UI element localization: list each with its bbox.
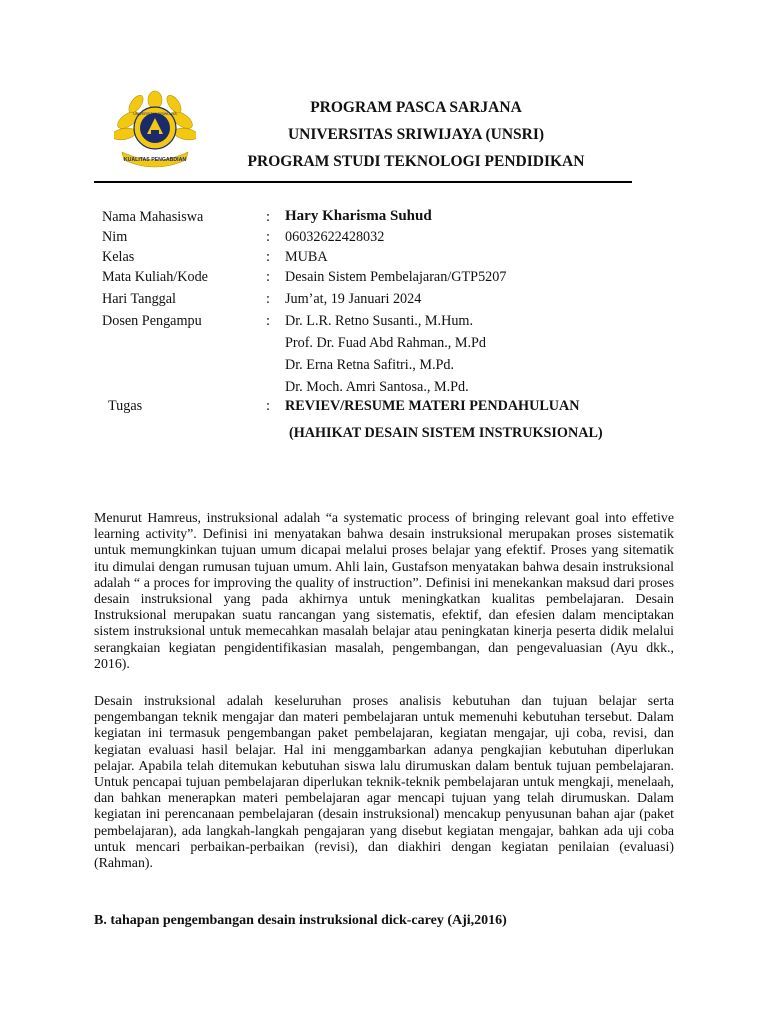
- label-nama: Nama Mahasiswa: [102, 209, 204, 225]
- header-study-program: PROGRAM STUDI TEKNOLOGI PENDIDIKAN: [247, 153, 585, 170]
- colon: :: [266, 249, 270, 265]
- value-dosen-2: Prof. Dr. Fuad Abd Rahman., M.Pd: [285, 335, 486, 351]
- colon: :: [266, 313, 270, 329]
- value-tugas-2: (HAHIKAT DESAIN SISTEM INSTRUKSIONAL): [289, 425, 603, 441]
- value-tugas-1: REVIEV/RESUME MATERI PENDAHULUAN: [285, 398, 580, 414]
- section-heading-b: B. tahapan pengembangan desain instruksional dick-carey (Aji,2016): [94, 913, 507, 928]
- university-logo: [114, 90, 196, 170]
- paragraph-2: Desain instruksional adalah keseluruhan proses analisis kebutuhan dan tujuan belajar serta pengembangan teknik mengajar dan materi pembelajaran untuk memenuhi kebutuhan tersebut. Dalam kegiatan ini termasuk pengembangan paket pembelajaran, kegiatan mengajar, uji coba, revisi, dan kegiatan evaluasi hasil belajar. Hal ini menggambarkan adanya pengkajian kebutuhan diperlukan pelajar. Apabila telah ditemukan kebutuhan siswa lalu dirumuskan dalam bentuk tujuan pembelajaran. Untuk pencapai tujuan pembelajaran diperlukan teknik-teknik pembelajaran untuk mengkaji, menelaah, dan bahkan menerapkan materi pembelajaran agar mencapi tujuan yang telah dirumuskan. Dalam kegiatan ini perencanaan pembelajaran (desain instruksional) mencakup penyusunan bahan ajar (paket pembelajaran), ada langkah-langkah pengajaran yang disebut kegiatan mengajar, bahkan ada uji coba untuk mencari perbaikan-perbaikan (revisi), dan diakhiri dengan kegiatan penilaian (evaluasi) (Rahman).: [94, 694, 674, 872]
- label-kelas: Kelas: [102, 249, 135, 265]
- label-mata-kuliah: Mata Kuliah/Kode: [102, 269, 208, 285]
- value-hari-tanggal: Jum’at, 19 Januari 2024: [285, 291, 422, 307]
- paragraph-1: Menurut Hamreus, instruksional adalah “a systematic process of bringing relevant goal into effetive learning activity”. Definisi ini menyatakan bahwa desain instruksional merupakan proses sistematik untuk memungkinkan tujuan umum dicapai melalui proses belajar yang efektif. Proses yang sitematik itu dimulai dengan rumusan tujuan umum. Ahli lain, Gustafson menyatakan bahwa desain instruksional adalah “ a proces for improving the quality of instruction”. Definisi ini menekankan maksud dari proses desain instruksional yang pada akhirnya untuk meningkatkan kualitas pembelajaran. Desain Instruksional merupakan suatu rancangan yang sistematis, efektif, dan efesien dalam menciptakan sistem instruksional untuk memecahkan masalah belajar atau peningkatan kinerja peserta didik melalui serangkaian kegiatan pengidentifikasian masalah, pengembangan, dan pengevaluasian (Ayu dkk., 2016).: [94, 511, 674, 672]
- colon: :: [266, 398, 270, 414]
- value-nim: 06032622428032: [285, 229, 385, 245]
- header-university: UNIVERSITAS SRIWIJAYA (UNSRI): [287, 126, 545, 143]
- label-tugas: Tugas: [108, 398, 143, 414]
- colon: :: [266, 209, 270, 225]
- label-dosen: Dosen Pengampu: [102, 313, 202, 329]
- value-dosen-3: Dr. Erna Retna Safitri., M.Pd.: [285, 357, 455, 373]
- logo-motto: KUALITAS PENGABDIAN: [123, 157, 187, 163]
- colon: :: [266, 291, 270, 307]
- header-divider: [94, 181, 632, 183]
- value-mata-kuliah: Desain Sistem Pembelajaran/GTP5207: [285, 269, 507, 285]
- colon: :: [266, 269, 270, 285]
- colon: :: [266, 229, 270, 245]
- value-dosen-4: Dr. Moch. Amri Santosa., M.Pd.: [285, 379, 469, 395]
- label-hari-tanggal: Hari Tanggal: [102, 291, 176, 307]
- value-dosen-1: Dr. L.R. Retno Susanti., M.Hum.: [285, 313, 473, 329]
- label-nim: Nim: [102, 229, 128, 245]
- logo-ring-text: UNIVERSITAS SRIWIJAYA: [133, 112, 177, 116]
- value-kelas: MUBA: [285, 249, 328, 265]
- header-program: PROGRAM PASCA SARJANA: [310, 99, 522, 116]
- value-nama: Hary Kharisma Suhud: [285, 208, 432, 224]
